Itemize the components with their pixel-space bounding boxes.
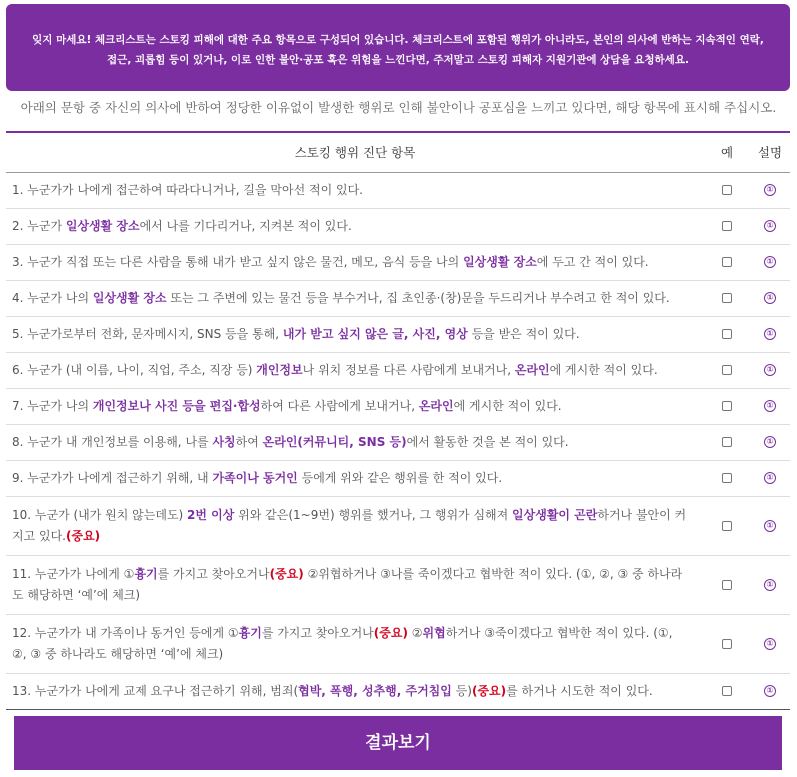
question-fragment: 를 가지고 찾아오거나 <box>157 567 270 581</box>
question-fragment: 7. 누군가 나의 <box>12 398 93 413</box>
yes-checkbox[interactable] <box>722 257 732 267</box>
question-fragment: 6. 누군가 (내 이름, 나이, 직업, 주소, 직장 등) <box>12 362 257 377</box>
question-text <box>6 280 704 316</box>
instruction-text: 아래의 문항 중 자신의 의사에 반하여 정당한 이유없이 발생한 행위로 인해 불안이나 공포심을 느끼고 있다면, 해당 항목에 표시해 주십시오. <box>20 100 777 115</box>
yes-cell <box>704 316 750 352</box>
question-fragment: 에 게시한 적이 있다. <box>549 362 658 377</box>
question-fragment: 5. 누군가로부터 전화, 문자메시지, SNS 등을 통해, <box>12 326 283 341</box>
question-text <box>6 496 704 555</box>
question-text <box>6 172 704 208</box>
highlight-text: 온라인(커뮤니티, SNS 등) <box>262 434 407 449</box>
yes-checkbox[interactable] <box>722 473 732 483</box>
question-fragment: 하거나 ③죽이겠다고 협박한 적이 있다. (①, ②, ③ 중 하나라도 해당하면 ‘예’에 체크) <box>12 626 673 661</box>
info-cell <box>750 496 790 555</box>
table-row <box>6 388 790 424</box>
table-row <box>6 673 790 709</box>
yes-cell <box>704 244 750 280</box>
info-icon[interactable]: ① <box>764 579 776 591</box>
table-row <box>6 460 790 496</box>
yes-checkbox[interactable] <box>722 686 732 696</box>
highlight-text: 일상생활 장소 <box>463 254 537 269</box>
result-button[interactable]: 결과보기 <box>14 716 782 770</box>
question-fragment: 위와 같은(1~9번) 행위를 했거나, 그 행위가 심해져 <box>234 508 513 522</box>
yes-cell <box>704 614 750 673</box>
question-fragment: 에서 활동한 것을 본 적이 있다. <box>406 434 569 449</box>
info-icon[interactable]: ① <box>764 520 776 532</box>
header-info: 설명 <box>750 132 790 172</box>
info-icon[interactable]: ① <box>764 292 776 304</box>
info-icon[interactable]: ① <box>764 220 776 232</box>
question-text <box>6 388 704 424</box>
info-cell <box>750 316 790 352</box>
question-fragment: 4. 누군가 나의 <box>12 290 93 305</box>
question-fragment: 에 두고 간 적이 있다. <box>536 254 649 269</box>
header-yes: 예 <box>704 132 750 172</box>
checklist-body <box>6 172 790 709</box>
highlight-text: 일상생활이 곤란 <box>512 508 598 522</box>
yes-cell <box>704 388 750 424</box>
question-text <box>6 208 704 244</box>
yes-cell <box>704 172 750 208</box>
table-row <box>6 208 790 244</box>
info-cell <box>750 280 790 316</box>
yes-checkbox[interactable] <box>722 521 732 531</box>
question-text <box>6 673 704 709</box>
highlight-text: 개인정보나 사진 등을 편집·합성 <box>92 398 261 413</box>
yes-checkbox[interactable] <box>722 329 732 339</box>
yes-cell <box>704 424 750 460</box>
info-icon[interactable]: ① <box>764 436 776 448</box>
question-fragment: 9. 누군가가 나에게 접근하기 위해, 내 <box>12 470 213 485</box>
question-text <box>6 244 704 280</box>
table-row <box>6 614 790 673</box>
highlight-text: 흉기 <box>238 626 262 640</box>
info-cell <box>750 460 790 496</box>
highlight-text: 2번 이상 <box>187 508 235 522</box>
info-cell <box>750 208 790 244</box>
notice-line-2: 접근, 괴롭힘 등이 있거나, 이로 인한 불안·공포 혹은 위험을 느낀다면, 주저말고 스토킹 피해자 지원기관에 상담을 요청하세요. <box>107 54 689 66</box>
info-cell <box>750 555 790 614</box>
info-cell <box>750 172 790 208</box>
question-fragment: 등) <box>451 683 472 698</box>
question-fragment: 에 게시한 적이 있다. <box>453 398 562 413</box>
table-header-row <box>6 132 790 172</box>
yes-cell <box>704 555 750 614</box>
question-fragment: 하거나 불안이 커지고 있다. <box>12 508 687 543</box>
important-label: (중요) <box>66 529 101 543</box>
question-fragment: 에서 나를 기다리거나, 지켜본 적이 있다. <box>139 218 352 233</box>
yes-cell <box>704 208 750 244</box>
question-fragment: 등을 받은 적이 있다. <box>467 326 580 341</box>
info-cell <box>750 614 790 673</box>
table-row <box>6 352 790 388</box>
yes-checkbox[interactable] <box>722 185 732 195</box>
question-text <box>6 424 704 460</box>
info-cell <box>750 424 790 460</box>
table-row <box>6 280 790 316</box>
highlight-text: 온라인 <box>514 362 550 377</box>
highlight-text: 개인정보 <box>256 362 303 377</box>
yes-checkbox[interactable] <box>722 365 732 375</box>
yes-cell <box>704 280 750 316</box>
yes-cell <box>704 352 750 388</box>
table-row <box>6 172 790 208</box>
question-fragment: 2. 누군가 <box>12 218 66 233</box>
info-icon[interactable]: ① <box>764 364 776 376</box>
question-fragment: 3. 누군가 직접 또는 다른 사람을 통해 내가 받고 싶지 않은 물건, 메모, 음식 등을 나의 <box>12 254 464 269</box>
yes-checkbox[interactable] <box>722 221 732 231</box>
table-row <box>6 424 790 460</box>
question-fragment: 8. 누군가 내 개인정보를 이용해, 나를 <box>12 434 213 449</box>
yes-checkbox[interactable] <box>722 293 732 303</box>
table-row <box>6 244 790 280</box>
table-row <box>6 555 790 614</box>
question-text <box>6 352 704 388</box>
important-label: (중요) <box>269 567 304 581</box>
table-row <box>6 496 790 555</box>
question-fragment: 10. 누군가 (내가 원치 않는데도) <box>12 508 188 522</box>
info-icon[interactable]: ① <box>764 472 776 484</box>
question-fragment: 하여 다른 사람에게 보내거나, <box>260 398 419 413</box>
question-fragment: 나 위치 정보를 다른 사람에게 보내거나, <box>302 362 515 377</box>
highlight-text: 일상생활 장소 <box>92 290 167 305</box>
question-fragment: ② <box>407 626 423 640</box>
highlight-text: 내가 받고 싶지 않은 글, 사진, 영상 <box>282 326 468 341</box>
highlight-text: 흉기 <box>134 567 158 581</box>
question-fragment: 13. 누군가가 나에게 교제 요구나 접근하기 위해, 범죄( <box>12 683 299 698</box>
question-fragment: ②위협하거나 ③나를 죽이겠다고 협박한 적이 있다. (①, ②, ③ 중 하나라도 해당하면 ‘예’에 체크) <box>12 567 683 602</box>
yes-cell <box>704 673 750 709</box>
table-row <box>6 316 790 352</box>
yes-checkbox[interactable] <box>722 437 732 447</box>
info-icon[interactable]: ① <box>764 184 776 196</box>
question-fragment: 를 하거나 시도한 적이 있다. <box>506 683 653 698</box>
info-cell <box>750 673 790 709</box>
question-text <box>6 460 704 496</box>
yes-cell <box>704 460 750 496</box>
info-icon[interactable]: ① <box>764 638 776 650</box>
yes-checkbox[interactable] <box>722 401 732 411</box>
info-cell <box>750 352 790 388</box>
highlight-text: 일상생활 장소 <box>65 218 140 233</box>
info-icon[interactable]: ① <box>764 328 776 340</box>
yes-checkbox[interactable] <box>722 639 732 649</box>
info-icon[interactable]: ① <box>764 685 776 697</box>
question-fragment: 등에게 위와 같은 행위를 한 적이 있다. <box>297 470 503 485</box>
question-fragment: 1. 누군가가 나에게 접근하여 따라다니거나, 길을 막아선 적이 있다. <box>12 182 363 197</box>
important-label: (중요) <box>471 683 507 698</box>
question-text <box>6 555 704 614</box>
info-cell <box>750 244 790 280</box>
important-label: (중요) <box>373 626 408 640</box>
info-cell <box>750 388 790 424</box>
question-text <box>6 316 704 352</box>
info-icon[interactable]: ① <box>764 400 776 412</box>
yes-checkbox[interactable] <box>722 580 732 590</box>
highlight-text: 가족이나 동거인 <box>212 470 298 485</box>
notice-banner <box>6 4 790 91</box>
highlight-text: 온라인 <box>418 398 454 413</box>
highlight-text: 사칭 <box>212 434 236 449</box>
header-item: 스토킹 행위 진단 항목 <box>6 132 704 172</box>
highlight-text: 협박, 폭행, 성추행, 주거침입 <box>298 683 452 698</box>
question-fragment: 또는 그 주변에 있는 물건 등을 부수거나, 집 초인종·(창)문을 두드리거나 부수려고 한 적이 있다. <box>166 290 670 305</box>
question-fragment: 를 가지고 찾아오거나 <box>261 626 374 640</box>
highlight-text: 위협 <box>422 626 446 640</box>
question-fragment: 하여 <box>235 434 263 449</box>
info-icon[interactable]: ① <box>764 256 776 268</box>
question-fragment: 11. 누군가가 나에게 ① <box>12 567 135 581</box>
checklist-table <box>6 131 790 710</box>
question-text <box>6 614 704 673</box>
yes-cell <box>704 496 750 555</box>
notice-line-1: 잊지 마세요! 체크리스트는 스토킹 피해에 대한 주요 항목으로 구성되어 있습니다. 체크리스트에 포함된 행위가 아니라도, 본인의 의사에 반하는 지속적인 연락, <box>32 34 764 46</box>
question-fragment: 12. 누군가가 내 가족이나 동거인 등에게 ① <box>12 626 239 640</box>
